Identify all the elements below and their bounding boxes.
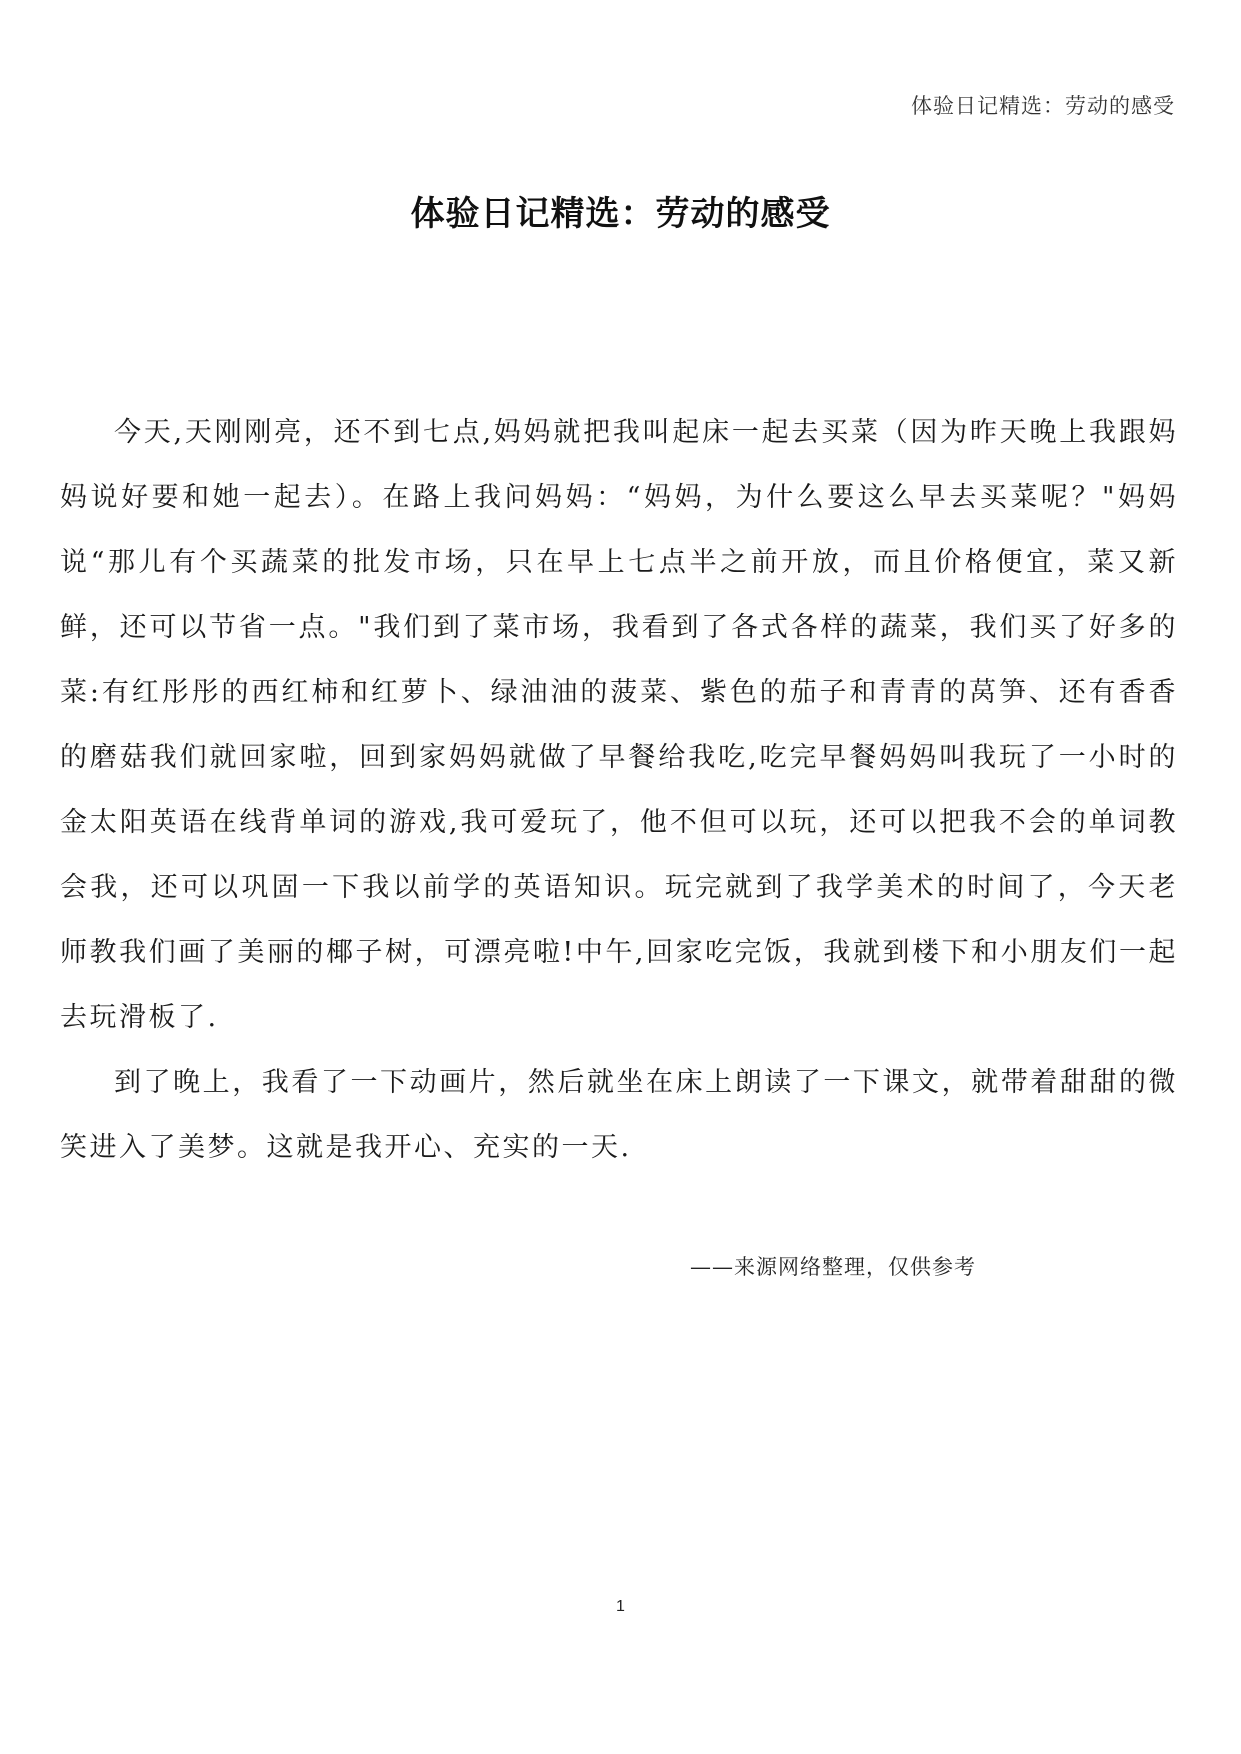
document-title: 体验日记精选：劳动的感受 (410, 194, 831, 234)
running-header: 体验日记精选：劳动的感受 (911, 94, 1175, 118)
paragraph-1: 今天,天刚刚亮，还不到七点,妈妈就把我叫起床一起去买菜（因为昨天晚上我跟妈妈说好要和她一起去）。在路上我问妈妈：“妈妈，为什么要这么早去买菜呢？"妈妈说“那儿有个买蔬菜的批发市场，只在早上七点半之前开放，而且价格便宜，菜又新鲜，还可以节省一点。"我们到了菜市场，我看到了各式各样的蔬菜，我们买了好多的菜:有红彤彤的西红柿和红萝卜、绿油油的菠菜、紫色的茄子和青青的莴笋、还有香香的磨菇我们就回家啦，回到家妈妈就做了早餐给我吃,吃完早餐妈妈叫我玩了一小时的金太阳英语在线背单词的游戏,我可爱玩了，他不但可以玩，还可以把我不会的单词教会我，还可以巩固一下我以前学的英语知识。玩完就到了我学美术的时间了，今天老师教我们画了美丽的椰子树，可漂亮啦!中午,回家吃完饭，我就到楼下和小朋友们一起去玩滑板了. (60, 417, 1178, 1033)
diary-body (60, 400, 1178, 1180)
source-note: ——来源网络整理，仅供参考 (690, 1255, 976, 1279)
page-number: 1 (616, 1598, 625, 1615)
paragraph-2: 到了晚上，我看了一下动画片，然后就坐在床上朗读了一下课文，就带着甜甜的微笑进入了美梦。这就是我开心、充实的一天. (60, 1067, 1178, 1163)
